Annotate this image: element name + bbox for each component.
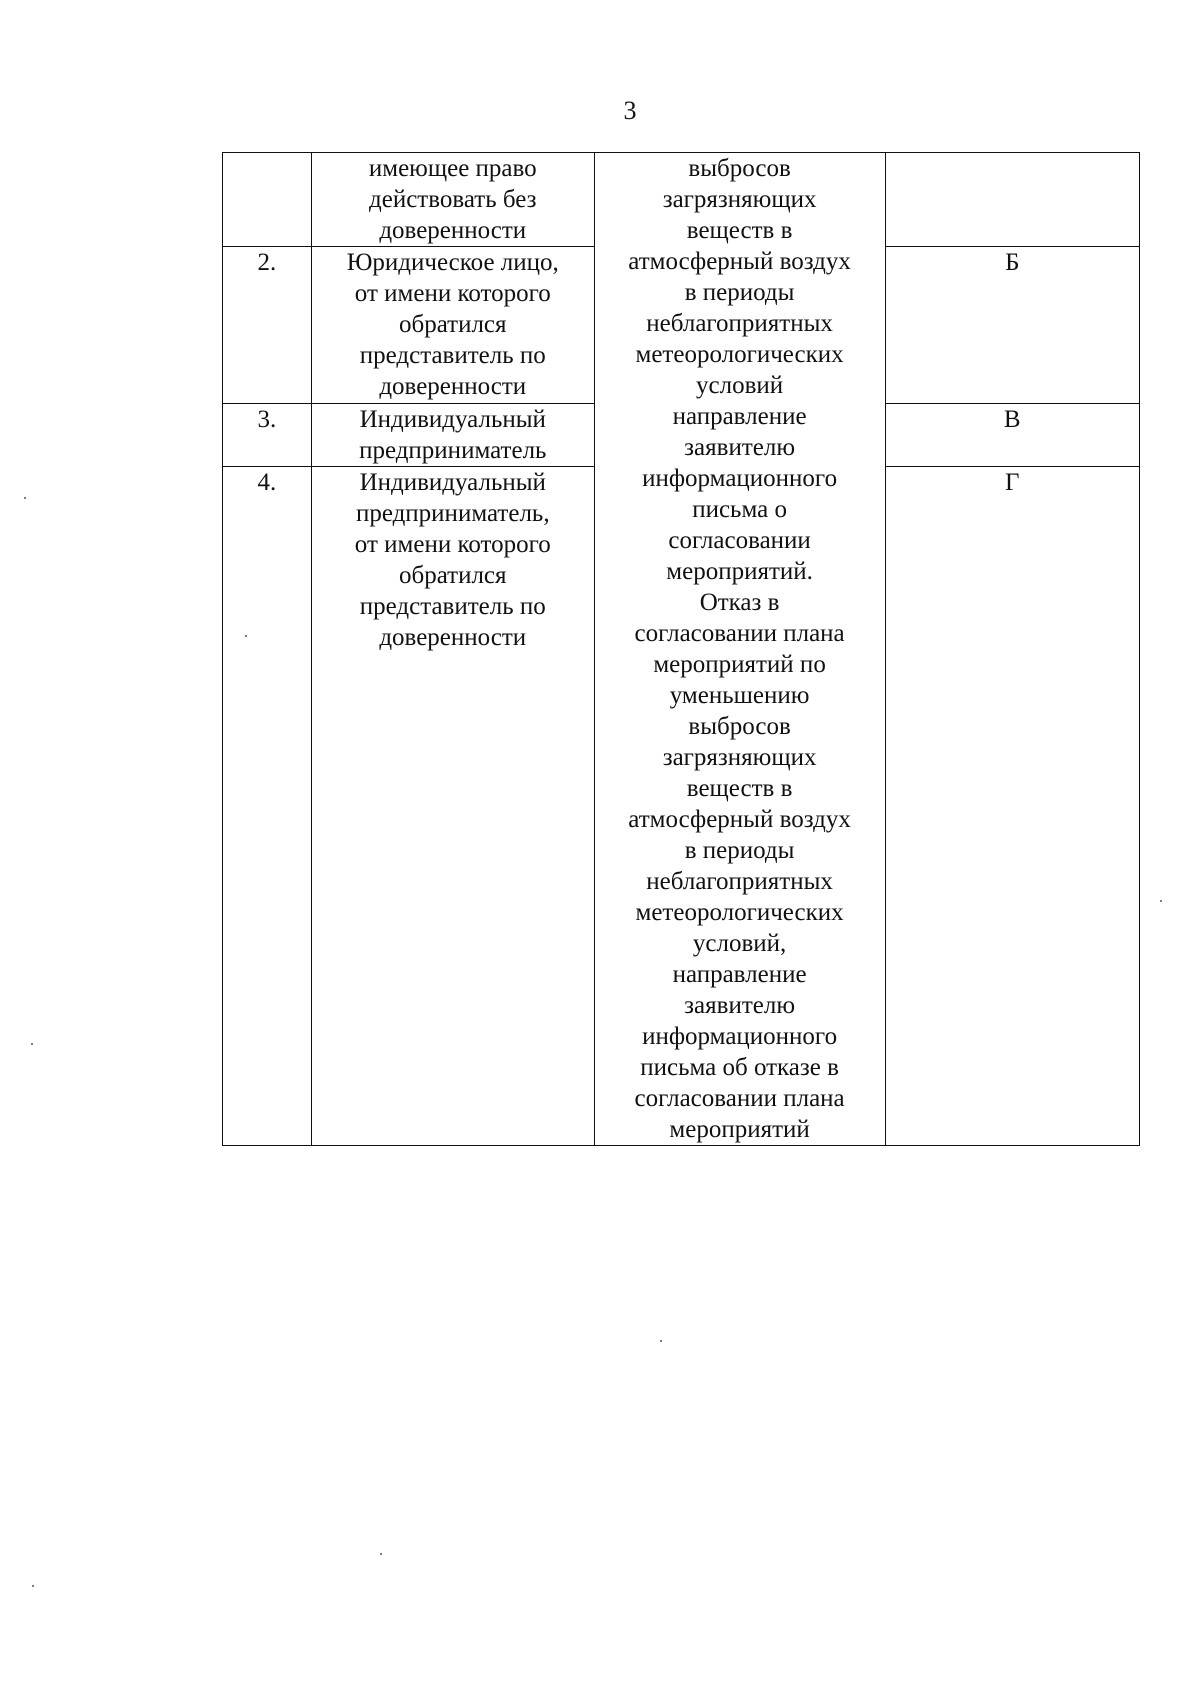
scan-speck (660, 1340, 662, 1342)
row-number-cell: 3. (223, 403, 312, 466)
variant-code-cell: В (885, 403, 1140, 466)
scan-speck (245, 635, 247, 637)
applicant-cell: Индивидуальный предприниматель, от имени которого обратился представитель по доверенности (311, 466, 594, 1145)
applicant-cell: Юридическое лицо, от имени которого обратился представитель по доверенности (311, 247, 594, 403)
scan-speck (24, 497, 26, 499)
result-cell: выбросов загрязняющих веществ в атмосферный воздух в периоды неблагоприятных метеорологических условий направление заявителю информационного письма о согласовании мероприятий. Отказ в согласовании плана мероприятий по уменьшению выбросов загрязняющих веществ в атмосферный воздух в периоды неблагоприятных метеорологических условий, направление заявителю информационного письма об отказе в согласовании плана мероприятий (594, 153, 885, 1146)
page-number: 3 (623, 96, 637, 125)
variant-code-cell: Б (885, 247, 1140, 403)
scan-speck (1160, 900, 1162, 902)
scan-speck (380, 1553, 382, 1555)
applicant-cell: Индивидуальный предприниматель (311, 403, 594, 466)
table-row (223, 153, 1140, 247)
row-number-cell: 4. (223, 466, 312, 1145)
row-number-cell: 2. (223, 247, 312, 403)
applicant-variants-table (222, 152, 1140, 1146)
applicant-cell: имеющее право действовать без доверенности (311, 153, 594, 247)
variant-code-cell: Г (885, 466, 1140, 1145)
scan-speck (32, 1585, 34, 1587)
scan-speck (31, 1043, 33, 1045)
variant-code-cell (885, 153, 1140, 247)
row-number-cell (223, 153, 312, 247)
